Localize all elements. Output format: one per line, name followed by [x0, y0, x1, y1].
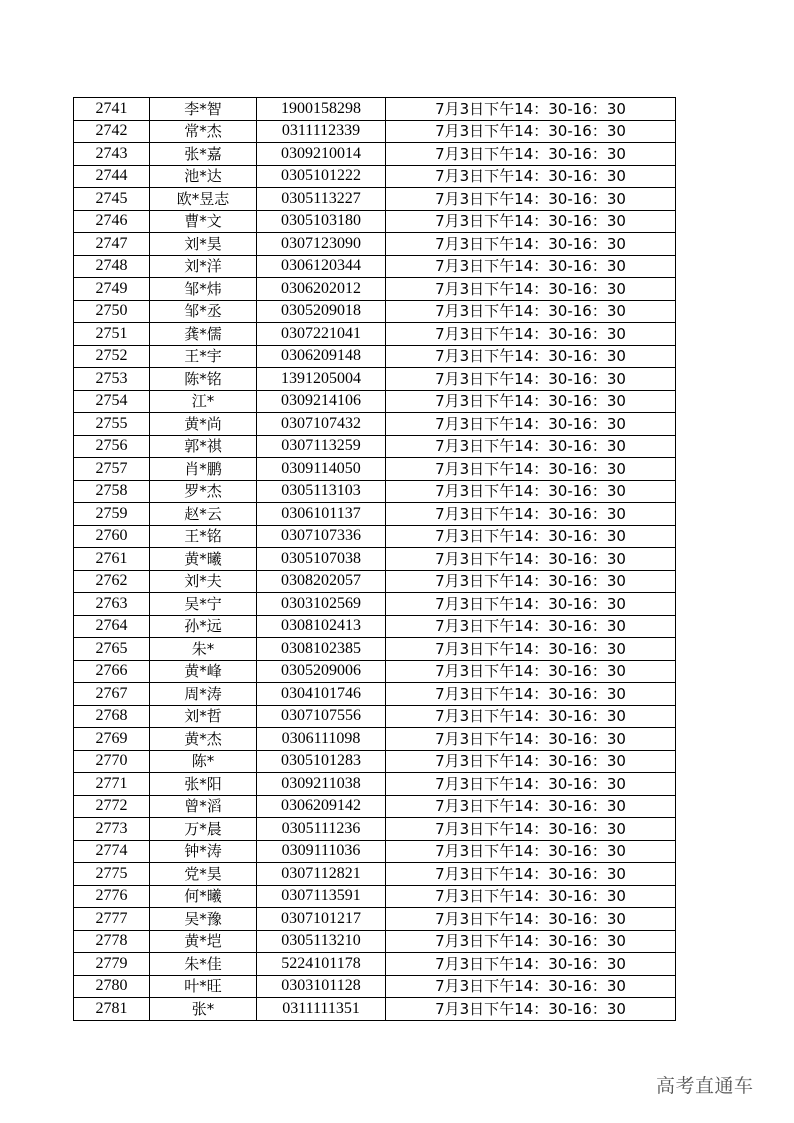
exam-time-cell: 7月3日下午14：30-16：30	[386, 885, 676, 908]
student-id-cell: 1391205004	[257, 368, 386, 391]
name-cell: 朱*	[150, 638, 257, 661]
student-id-cell: 0309111036	[257, 840, 386, 863]
name-cell: 陈*铭	[150, 368, 257, 391]
name-cell: 罗*杰	[150, 480, 257, 503]
name-cell: 王*铭	[150, 525, 257, 548]
exam-time-cell: 7月3日下午14：30-16：30	[386, 435, 676, 458]
exam-time-cell: 7月3日下午14：30-16：30	[386, 840, 676, 863]
serial-number-cell: 2771	[74, 773, 150, 796]
serial-number-cell: 2779	[74, 953, 150, 976]
table-row	[74, 728, 676, 751]
exam-time-cell: 7月3日下午14：30-16：30	[386, 458, 676, 481]
table-row	[74, 863, 676, 886]
name-cell: 黄*峰	[150, 660, 257, 683]
serial-number-cell: 2759	[74, 503, 150, 526]
name-cell: 陈*	[150, 750, 257, 773]
exam-time-cell: 7月3日下午14：30-16：30	[386, 683, 676, 706]
serial-number-cell: 2772	[74, 795, 150, 818]
exam-time-cell: 7月3日下午14：30-16：30	[386, 300, 676, 323]
exam-time-cell: 7月3日下午14：30-16：30	[386, 323, 676, 346]
student-id-cell: 0307221041	[257, 323, 386, 346]
serial-number-cell: 2777	[74, 908, 150, 931]
exam-time-cell: 7月3日下午14：30-16：30	[386, 953, 676, 976]
serial-number-cell: 2743	[74, 143, 150, 166]
table-row	[74, 413, 676, 436]
table-row	[74, 165, 676, 188]
exam-time-cell: 7月3日下午14：30-16：30	[386, 750, 676, 773]
exam-time-cell: 7月3日下午14：30-16：30	[386, 998, 676, 1021]
student-id-cell: 0305101283	[257, 750, 386, 773]
name-cell: 刘*哲	[150, 705, 257, 728]
serial-number-cell: 2766	[74, 660, 150, 683]
table-row	[74, 480, 676, 503]
student-id-cell: 0311112339	[257, 120, 386, 143]
table-row	[74, 435, 676, 458]
serial-number-cell: 2769	[74, 728, 150, 751]
student-id-cell: 0309211038	[257, 773, 386, 796]
table-row	[74, 818, 676, 841]
student-id-cell: 0305107038	[257, 548, 386, 571]
serial-number-cell: 2767	[74, 683, 150, 706]
name-cell: 刘*昊	[150, 233, 257, 256]
serial-number-cell: 2748	[74, 255, 150, 278]
student-id-cell: 0309210014	[257, 143, 386, 166]
serial-number-cell: 2741	[74, 98, 150, 121]
exam-time-cell: 7月3日下午14：30-16：30	[386, 570, 676, 593]
exam-time-cell: 7月3日下午14：30-16：30	[386, 795, 676, 818]
student-id-cell: 0307101217	[257, 908, 386, 931]
exam-time-cell: 7月3日下午14：30-16：30	[386, 930, 676, 953]
name-cell: 黄*杰	[150, 728, 257, 751]
table-row	[74, 570, 676, 593]
serial-number-cell: 2780	[74, 975, 150, 998]
exam-time-cell: 7月3日下午14：30-16：30	[386, 908, 676, 931]
student-id-cell: 0305113210	[257, 930, 386, 953]
exam-time-cell: 7月3日下午14：30-16：30	[386, 863, 676, 886]
serial-number-cell: 2754	[74, 390, 150, 413]
exam-time-cell: 7月3日下午14：30-16：30	[386, 705, 676, 728]
serial-number-cell: 2757	[74, 458, 150, 481]
student-id-cell: 5224101178	[257, 953, 386, 976]
student-id-cell: 0305209018	[257, 300, 386, 323]
schedule-table-body	[74, 98, 676, 1021]
student-id-cell: 0305111236	[257, 818, 386, 841]
student-id-cell: 0306111098	[257, 728, 386, 751]
student-id-cell: 0306101137	[257, 503, 386, 526]
exam-time-cell: 7月3日下午14：30-16：30	[386, 278, 676, 301]
serial-number-cell: 2774	[74, 840, 150, 863]
table-row	[74, 390, 676, 413]
name-cell: 张*阳	[150, 773, 257, 796]
student-id-cell: 0307113591	[257, 885, 386, 908]
exam-time-cell: 7月3日下午14：30-16：30	[386, 255, 676, 278]
name-cell: 黄*垲	[150, 930, 257, 953]
student-id-cell: 0307123090	[257, 233, 386, 256]
name-cell: 邹*丞	[150, 300, 257, 323]
serial-number-cell: 2765	[74, 638, 150, 661]
table-row	[74, 188, 676, 211]
serial-number-cell: 2776	[74, 885, 150, 908]
schedule-table	[73, 97, 676, 1021]
table-row	[74, 255, 676, 278]
exam-time-cell: 7月3日下午14：30-16：30	[386, 345, 676, 368]
name-cell: 江*	[150, 390, 257, 413]
table-row	[74, 300, 676, 323]
serial-number-cell: 2746	[74, 210, 150, 233]
table-row	[74, 975, 676, 998]
table-row	[74, 143, 676, 166]
exam-time-cell: 7月3日下午14：30-16：30	[386, 368, 676, 391]
student-id-cell: 0307107432	[257, 413, 386, 436]
student-id-cell: 0308202057	[257, 570, 386, 593]
student-id-cell: 0304101746	[257, 683, 386, 706]
student-id-cell: 0308102413	[257, 615, 386, 638]
name-cell: 万*晨	[150, 818, 257, 841]
name-cell: 欧*昱志	[150, 188, 257, 211]
serial-number-cell: 2764	[74, 615, 150, 638]
table-row	[74, 593, 676, 616]
student-id-cell: 0311111351	[257, 998, 386, 1021]
table-row	[74, 368, 676, 391]
table-row	[74, 503, 676, 526]
student-id-cell: 0305209006	[257, 660, 386, 683]
watermark-text: 高考直通车	[656, 1075, 754, 1097]
name-cell: 肖*鹏	[150, 458, 257, 481]
table-row	[74, 953, 676, 976]
serial-number-cell: 2781	[74, 998, 150, 1021]
exam-time-cell: 7月3日下午14：30-16：30	[386, 638, 676, 661]
student-id-cell: 0307107556	[257, 705, 386, 728]
name-cell: 刘*洋	[150, 255, 257, 278]
serial-number-cell: 2752	[74, 345, 150, 368]
student-id-cell: 0305103180	[257, 210, 386, 233]
serial-number-cell: 2760	[74, 525, 150, 548]
name-cell: 张*嘉	[150, 143, 257, 166]
table-row	[74, 120, 676, 143]
serial-number-cell: 2773	[74, 818, 150, 841]
exam-time-cell: 7月3日下午14：30-16：30	[386, 188, 676, 211]
exam-time-cell: 7月3日下午14：30-16：30	[386, 120, 676, 143]
name-cell: 叶*旺	[150, 975, 257, 998]
name-cell: 池*达	[150, 165, 257, 188]
student-id-cell: 0305113227	[257, 188, 386, 211]
table-row	[74, 840, 676, 863]
exam-time-cell: 7月3日下午14：30-16：30	[386, 660, 676, 683]
serial-number-cell: 2761	[74, 548, 150, 571]
name-cell: 党*昊	[150, 863, 257, 886]
table-row	[74, 705, 676, 728]
name-cell: 郭*祺	[150, 435, 257, 458]
student-id-cell: 0305113103	[257, 480, 386, 503]
table-row	[74, 615, 676, 638]
table-row	[74, 548, 676, 571]
table-row	[74, 233, 676, 256]
exam-time-cell: 7月3日下午14：30-16：30	[386, 480, 676, 503]
name-cell: 张*	[150, 998, 257, 1021]
name-cell: 吴*宁	[150, 593, 257, 616]
name-cell: 李*智	[150, 98, 257, 121]
student-id-cell: 0303102569	[257, 593, 386, 616]
name-cell: 钟*涛	[150, 840, 257, 863]
table-row	[74, 683, 676, 706]
serial-number-cell: 2751	[74, 323, 150, 346]
name-cell: 黄*尚	[150, 413, 257, 436]
name-cell: 何*曦	[150, 885, 257, 908]
exam-time-cell: 7月3日下午14：30-16：30	[386, 165, 676, 188]
student-id-cell: 0307113259	[257, 435, 386, 458]
student-id-cell: 1900158298	[257, 98, 386, 121]
exam-time-cell: 7月3日下午14：30-16：30	[386, 503, 676, 526]
exam-time-cell: 7月3日下午14：30-16：30	[386, 975, 676, 998]
table-row	[74, 210, 676, 233]
name-cell: 黄*曦	[150, 548, 257, 571]
serial-number-cell: 2775	[74, 863, 150, 886]
name-cell: 王*宇	[150, 345, 257, 368]
serial-number-cell: 2768	[74, 705, 150, 728]
student-id-cell: 0306202012	[257, 278, 386, 301]
table-row	[74, 773, 676, 796]
table-row	[74, 323, 676, 346]
exam-time-cell: 7月3日下午14：30-16：30	[386, 818, 676, 841]
exam-time-cell: 7月3日下午14：30-16：30	[386, 210, 676, 233]
student-id-cell: 0307107336	[257, 525, 386, 548]
table-row	[74, 908, 676, 931]
table-row	[74, 98, 676, 121]
exam-time-cell: 7月3日下午14：30-16：30	[386, 525, 676, 548]
student-id-cell: 0306120344	[257, 255, 386, 278]
table-row	[74, 525, 676, 548]
name-cell: 曹*文	[150, 210, 257, 233]
exam-time-cell: 7月3日下午14：30-16：30	[386, 413, 676, 436]
name-cell: 曾*滔	[150, 795, 257, 818]
table-row	[74, 638, 676, 661]
exam-time-cell: 7月3日下午14：30-16：30	[386, 773, 676, 796]
table-row	[74, 750, 676, 773]
student-id-cell: 0305101222	[257, 165, 386, 188]
name-cell: 刘*夫	[150, 570, 257, 593]
exam-time-cell: 7月3日下午14：30-16：30	[386, 390, 676, 413]
exam-time-cell: 7月3日下午14：30-16：30	[386, 548, 676, 571]
serial-number-cell: 2758	[74, 480, 150, 503]
serial-number-cell: 2755	[74, 413, 150, 436]
name-cell: 龚*儒	[150, 323, 257, 346]
serial-number-cell: 2749	[74, 278, 150, 301]
serial-number-cell: 2742	[74, 120, 150, 143]
serial-number-cell: 2778	[74, 930, 150, 953]
table-row	[74, 458, 676, 481]
exam-time-cell: 7月3日下午14：30-16：30	[386, 728, 676, 751]
table-row	[74, 345, 676, 368]
serial-number-cell: 2762	[74, 570, 150, 593]
table-row	[74, 930, 676, 953]
serial-number-cell: 2770	[74, 750, 150, 773]
exam-time-cell: 7月3日下午14：30-16：30	[386, 233, 676, 256]
serial-number-cell: 2747	[74, 233, 150, 256]
exam-time-cell: 7月3日下午14：30-16：30	[386, 593, 676, 616]
serial-number-cell: 2756	[74, 435, 150, 458]
student-id-cell: 0303101128	[257, 975, 386, 998]
serial-number-cell: 2745	[74, 188, 150, 211]
name-cell: 邹*炜	[150, 278, 257, 301]
table-row	[74, 885, 676, 908]
name-cell: 周*涛	[150, 683, 257, 706]
student-id-cell: 0306209148	[257, 345, 386, 368]
table-row	[74, 278, 676, 301]
name-cell: 吴*豫	[150, 908, 257, 931]
exam-time-cell: 7月3日下午14：30-16：30	[386, 615, 676, 638]
exam-time-cell: 7月3日下午14：30-16：30	[386, 98, 676, 121]
table-row	[74, 795, 676, 818]
student-id-cell: 0308102385	[257, 638, 386, 661]
name-cell: 常*杰	[150, 120, 257, 143]
table-row	[74, 660, 676, 683]
serial-number-cell: 2753	[74, 368, 150, 391]
student-id-cell: 0309214106	[257, 390, 386, 413]
name-cell: 朱*佳	[150, 953, 257, 976]
serial-number-cell: 2744	[74, 165, 150, 188]
name-cell: 孙*远	[150, 615, 257, 638]
table-row	[74, 998, 676, 1021]
serial-number-cell: 2750	[74, 300, 150, 323]
exam-time-cell: 7月3日下午14：30-16：30	[386, 143, 676, 166]
student-id-cell: 0306209142	[257, 795, 386, 818]
student-id-cell: 0307112821	[257, 863, 386, 886]
student-id-cell: 0309114050	[257, 458, 386, 481]
serial-number-cell: 2763	[74, 593, 150, 616]
name-cell: 赵*云	[150, 503, 257, 526]
